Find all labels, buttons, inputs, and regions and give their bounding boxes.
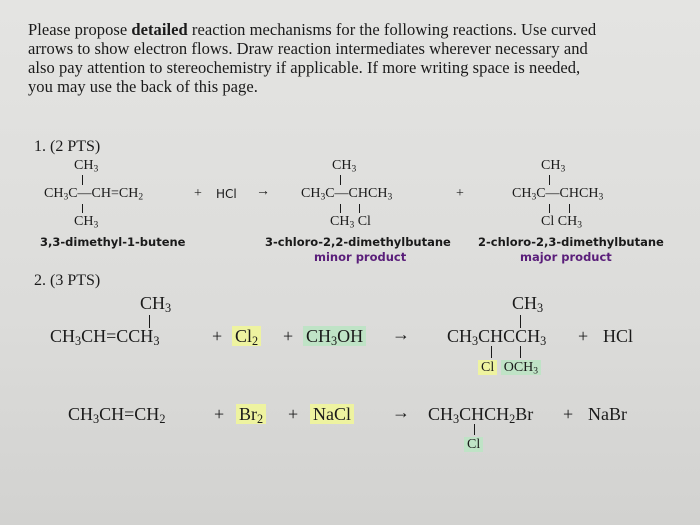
q1-reagent: HCl xyxy=(216,187,237,201)
q1-reactant-main: $CH_3C—CH=CH_2$ xyxy=(44,186,144,203)
q2-plus3: + xyxy=(578,326,589,346)
q2-p-main: $CH_3CHCCH_3$ xyxy=(447,326,547,349)
q2-p-top: $CH_3$ xyxy=(512,293,544,316)
q3-p-bottom: Cl xyxy=(464,437,483,453)
q3-nacl: NaCl xyxy=(310,404,354,425)
q1-p1-top: $CH_3$ xyxy=(332,158,357,175)
q1-reactant-top: $CH_3$ xyxy=(74,158,99,175)
instr-bold: detailed xyxy=(131,20,188,39)
q3-plus1: + xyxy=(214,404,225,424)
q1-p2-top: $CH_3$ xyxy=(541,158,566,175)
q1-p1-bottom: $CH_3$ Cl xyxy=(330,214,371,231)
q1-p2-main: $CH_3C—CHCH_3$ xyxy=(512,186,604,203)
q3-arrow: → xyxy=(392,402,410,422)
instructions xyxy=(28,20,678,96)
instr-line3: also pay attention to stereochemistry if applicable. If more writing space is needed, xyxy=(28,58,581,77)
q3-r-main: $CH_3CH=CH_2$ xyxy=(68,404,166,427)
q2-meoh: $CH_3OH$ xyxy=(303,326,366,347)
q2-plus1: + xyxy=(212,326,223,346)
q1-p1-name: 3-chloro-2,2-dimethylbutane xyxy=(265,235,451,249)
q1-label: 1. (2 PTS) xyxy=(34,138,101,155)
q3-p-main: $CH_3CHCH_2Br$ xyxy=(428,404,534,427)
q3-plus3: + xyxy=(563,404,574,424)
q1-p2-bottom: Cl $CH_3$ xyxy=(541,214,582,231)
q3-br2: $Br_2$ xyxy=(236,404,266,425)
q2-r-top: $CH_3$ xyxy=(140,293,172,316)
q1-p2-name: 2-chloro-2,3-dimethylbutane xyxy=(478,235,664,249)
q1-arrow: → xyxy=(256,184,270,199)
instr-line4: you may use the back of this page. xyxy=(28,77,258,96)
q2-r-main: $CH_3CH=CCH_3$ xyxy=(50,326,160,349)
q1-reactant-bottom: $CH_3$ xyxy=(74,214,99,231)
q1-p1-main: $CH_3C—CHCH_3$ xyxy=(301,186,393,203)
instr-line1-post: reaction mechanisms for the following reactions. Use curved xyxy=(187,20,597,39)
q2-arrow: → xyxy=(392,324,410,344)
instr-line1-pre: Please propose xyxy=(28,20,132,39)
q3-nabr: NaBr xyxy=(588,404,627,424)
q2-hcl: HCl xyxy=(603,326,634,346)
q2-plus2: + xyxy=(283,326,294,346)
q1-plus1: + xyxy=(194,186,202,201)
q1-plus2: + xyxy=(456,186,464,201)
q2-cl2: $Cl_2$ xyxy=(232,326,261,347)
q1-reactant-name: 3,3-dimethyl-1-butene xyxy=(40,235,186,249)
q2-p-bottom: Cl $OCH_3$ xyxy=(478,360,541,376)
q2-label: 2. (3 PTS) xyxy=(34,272,101,289)
q3-plus2: + xyxy=(288,404,299,424)
q1-p2-tag: major product xyxy=(520,250,612,264)
q1-p1-tag: minor product xyxy=(314,250,407,264)
instr-line2: arrows to show electron flows. Draw reaction intermediates wherever necessary and xyxy=(28,39,588,58)
